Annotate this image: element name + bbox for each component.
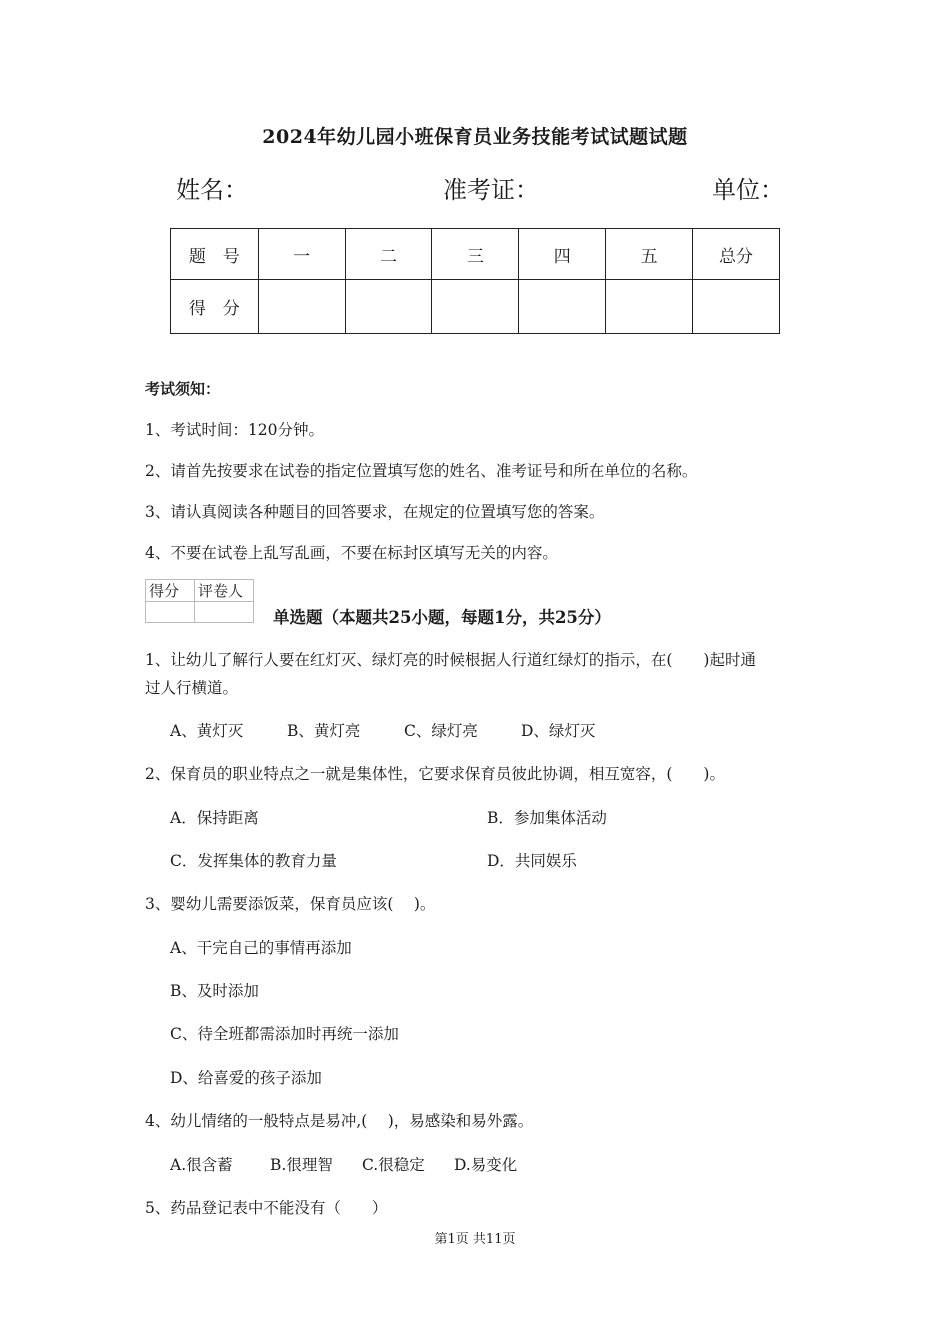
question-3-option-b[interactable]: B、及时添加 — [170, 982, 259, 1000]
question-1-option-a[interactable]: A、黄灯灭 — [170, 722, 244, 740]
question-1-option-c[interactable]: C、绿灯亮 — [404, 722, 478, 740]
notice-item: 3、请认真阅读各种题目的回答要求，在规定的位置填写您的答案。 — [145, 503, 605, 521]
unit-field-label: 单位： — [712, 176, 784, 204]
score-table-header-cell: 三 — [432, 229, 519, 280]
score-table-header-cell: 一 — [258, 229, 345, 280]
question-3-option-c[interactable]: C、待全班都需添加时再统一添加 — [170, 1025, 399, 1043]
question-4-text: 4、幼儿情绪的一般特点是易冲,( )，易感染和易外露。 — [145, 1112, 534, 1130]
grader-score-cell[interactable] — [146, 602, 195, 623]
notice-item: 2、请首先按要求在试卷的指定位置填写您的姓名、准考证号和所在单位的名称。 — [145, 462, 698, 480]
question-4-option-d[interactable]: D.易变化 — [454, 1156, 518, 1174]
question-3-option-a[interactable]: A、干完自己的事情再添加 — [170, 939, 352, 957]
name-field-label: 姓名： — [176, 176, 248, 204]
question-1-text: 1、让幼儿了解行人要在红灯灭、绿灯亮的时候根据人行道红绿灯的指示，在( )起时通 — [145, 651, 756, 669]
page-footer: 第1页 共11页 — [434, 1232, 516, 1247]
score-cell[interactable] — [519, 280, 606, 334]
grader-name-label: 评卷人 — [195, 580, 254, 602]
grader-box — [145, 579, 254, 623]
question-2-option-b[interactable]: B．参加集体活动 — [487, 809, 607, 827]
question-4-option-a[interactable]: A.很含蓄 — [170, 1156, 233, 1174]
score-cell[interactable] — [693, 280, 780, 334]
question-2-option-c[interactable]: C．发挥集体的教育力量 — [170, 852, 337, 870]
score-cell[interactable] — [606, 280, 693, 334]
question-3-option-d[interactable]: D、给喜爱的孩子添加 — [170, 1069, 322, 1087]
score-table-header-cell: 四 — [519, 229, 606, 280]
score-table-header-cell: 五 — [606, 229, 693, 280]
notice-heading: 考试须知： — [145, 380, 221, 398]
question-4-option-c[interactable]: C.很稳定 — [362, 1156, 425, 1174]
score-cell[interactable] — [345, 280, 432, 334]
score-row-label: 得 分 — [171, 280, 259, 334]
candidate-info-fields — [0, 170, 950, 204]
section-heading: 单选题（本题共25小题，每题1分，共25分） — [273, 608, 611, 627]
exam-number-field-label: 准考证： — [443, 176, 539, 204]
question-2-option-d[interactable]: D．共同娱乐 — [487, 852, 577, 870]
notice-item: 4、不要在试卷上乱写乱画，不要在标封区填写无关的内容。 — [145, 544, 558, 562]
score-cell[interactable] — [432, 280, 519, 334]
score-cell[interactable] — [258, 280, 345, 334]
score-table-header-cell: 二 — [345, 229, 432, 280]
question-1-text-cont: 过人行横道。 — [145, 679, 239, 697]
notice-item: 1、考试时间：120分钟。 — [145, 421, 324, 439]
grader-score-label: 得分 — [146, 580, 195, 602]
document-title: 2024年幼儿园小班保育员业务技能考试试题试题 — [262, 126, 688, 148]
question-1-option-d[interactable]: D、绿灯灭 — [521, 722, 596, 740]
question-2-option-a[interactable]: A．保持距离 — [170, 809, 259, 827]
score-table-header-cell: 总分 — [693, 229, 780, 280]
score-table-score-row — [171, 280, 780, 334]
question-3-text: 3、婴幼儿需要添饭菜，保育员应该( )。 — [145, 895, 436, 913]
score-table-header-row — [171, 229, 780, 280]
score-table-header-cell: 题 号 — [171, 229, 259, 280]
score-table — [170, 228, 780, 334]
question-4-option-b[interactable]: B.很理智 — [270, 1156, 333, 1174]
question-5-text: 5、药品登记表中不能没有（ ） — [145, 1199, 388, 1217]
question-2-text: 2、保育员的职业特点之一就是集体性，它要求保育员彼此协调，相互宽容，( )。 — [145, 765, 725, 783]
grader-name-cell[interactable] — [195, 602, 254, 623]
question-1-option-b[interactable]: B、黄灯亮 — [287, 722, 361, 740]
